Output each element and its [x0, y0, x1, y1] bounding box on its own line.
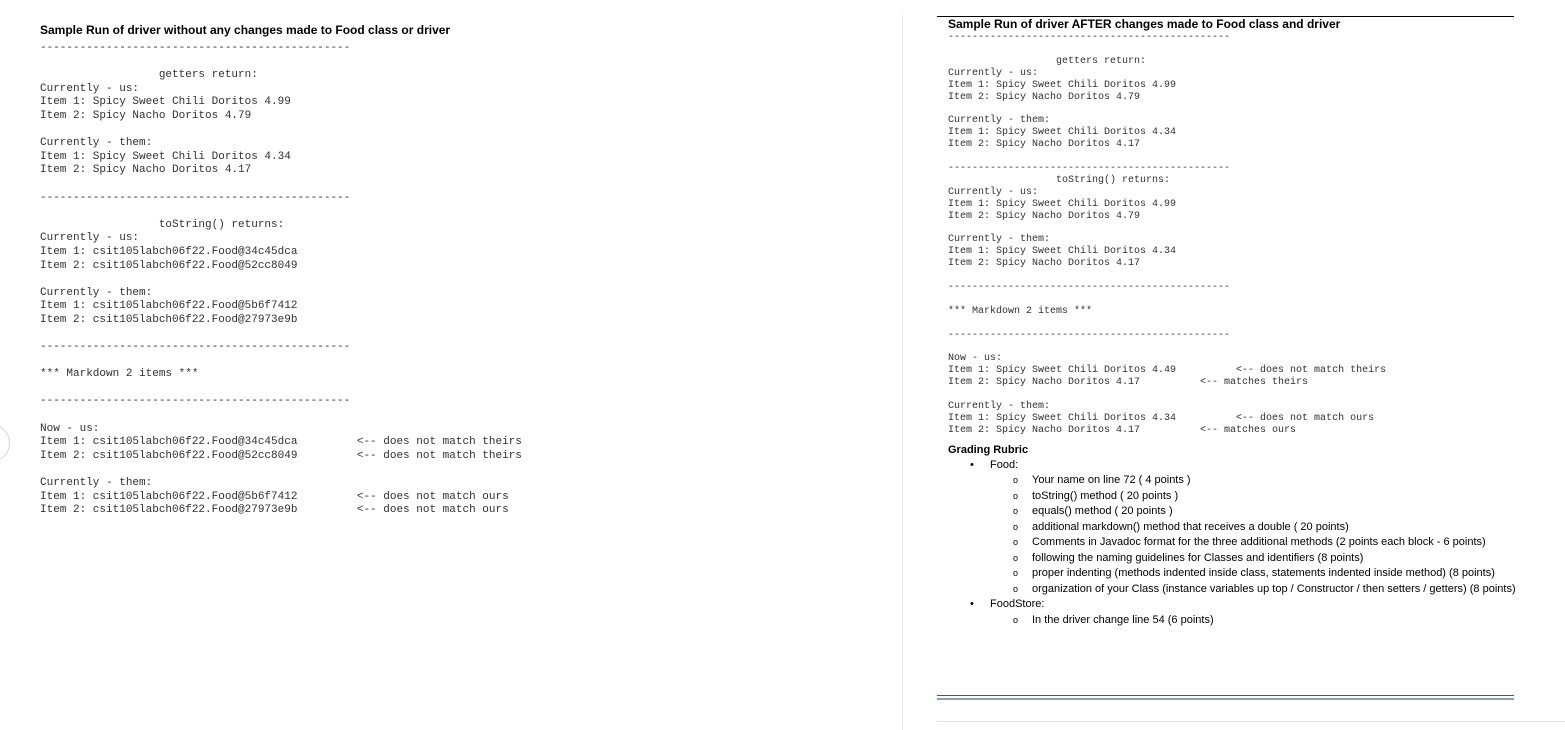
console-line: Item 2: Spicy Nacho Doritos 4.17 <-- matches ours — [948, 424, 1297, 436]
console-line — [948, 223, 1523, 235]
rubric-section-label: Food: — [990, 458, 1019, 471]
console-line: getters return: — [948, 55, 1147, 67]
console-line — [948, 151, 1523, 163]
console-line: Item 2: csit105labch06f22.Food@52cc8049 <-- does not match theirs — [40, 449, 522, 462]
console-line: ----------------------------------------------- — [40, 191, 351, 204]
console-line — [40, 56, 880, 70]
console-line — [948, 103, 1523, 115]
left-page-heading: Sample Run of driver without any changes made to Food class or driver — [40, 23, 451, 37]
console-line: ----------------------------------------------- — [948, 329, 1231, 341]
console-line: Item 2: csit105labch06f22.Food@27973e9b — [40, 313, 298, 326]
console-line: Item 1: csit105labch06f22.Food@5b6f7412 <-- does not match ours — [40, 490, 509, 503]
console-line: Item 1: Spicy Sweet Chili Doritos 4.99 — [948, 198, 1177, 210]
console-line — [948, 270, 1523, 282]
console-line: Item 2: Spicy Nacho Doritos 4.79 — [948, 210, 1141, 222]
console-line: Item 2: Spicy Nacho Doritos 4.79 — [40, 109, 252, 122]
right-bottom-double-rule — [937, 698, 1514, 700]
console-line — [40, 205, 880, 219]
console-line — [948, 294, 1523, 306]
console-line — [40, 409, 880, 423]
console-line: Item 1: Spicy Sweet Chili Doritos 4.49 <-- does not match theirs — [948, 365, 1387, 377]
rubric-foodstore-items — [990, 613, 1523, 629]
rubric-sections — [948, 458, 1523, 629]
rubric-item: o Your name on line 72 ( 4 points ) — [1012, 473, 1523, 489]
console-line: Item 2: Spicy Nacho Doritos 4.17 — [40, 164, 252, 177]
console-line — [40, 273, 880, 287]
console-line: Currently - them: — [948, 401, 1051, 413]
rubric-title: Grading Rubric — [948, 443, 1029, 456]
console-line — [40, 463, 880, 477]
console-line: Item 1: Spicy Sweet Chili Doritos 4.99 — [40, 96, 291, 109]
rubric-item: o In the driver change line 54 (6 points) — [1012, 613, 1523, 629]
console-line: ----------------------------------------------- — [948, 282, 1231, 294]
rubric-item: o toString() method ( 20 points ) — [1012, 489, 1523, 505]
console-line: Item 2: csit105labch06f22.Food@52cc8049 — [40, 259, 298, 272]
console-line: ----------------------------------------------- — [40, 341, 351, 354]
console-line: Currently - them: — [40, 286, 153, 299]
console-line — [40, 327, 880, 341]
console-line: Currently - us: — [40, 232, 140, 245]
console-line: ----------------------------------------------- — [40, 42, 351, 54]
rubric-food-items — [990, 473, 1523, 597]
console-line: Item 1: Spicy Sweet Chili Doritos 4.34 — [948, 246, 1177, 258]
console-line — [948, 389, 1523, 401]
rubric-item: o equals() method ( 20 points ) — [1012, 504, 1523, 520]
console-line: getters return: — [40, 69, 258, 82]
console-line: Currently - them: — [40, 477, 153, 489]
console-line: Item 1: Spicy Sweet Chili Doritos 4.34 — [40, 150, 291, 163]
console-line: Item 2: Spicy Nacho Doritos 4.17 — [948, 258, 1141, 270]
console-line: Item 1: Spicy Sweet Chili Doritos 4.34 <-- does not match ours — [948, 413, 1375, 424]
console-line: Currently - us: — [948, 67, 1039, 79]
console-line: Item 1: Spicy Sweet Chili Doritos 4.34 — [948, 127, 1177, 139]
console-line: Item 1: csit105labch06f22.Food@5b6f7412 — [40, 300, 298, 313]
console-line — [40, 124, 880, 138]
rubric-section-food — [970, 458, 1523, 598]
console-line — [40, 355, 880, 369]
grading-rubric — [948, 443, 1523, 629]
scroll-handle-circle[interactable] — [0, 424, 10, 462]
console-line: *** Markdown 2 items *** — [948, 305, 1093, 317]
console-line: Item 1: csit105labch06f22.Food@34c45dca — [40, 245, 298, 258]
console-line: Item 2: csit105labch06f22.Food@27973e9b <-- does not match ours — [40, 504, 509, 517]
console-line: Currently - us: — [948, 186, 1039, 198]
console-line — [40, 178, 880, 192]
console-line: Item 2: Spicy Nacho Doritos 4.79 — [948, 91, 1141, 103]
console-line: *** Markdown 2 items *** — [40, 368, 199, 381]
left-console-output — [40, 42, 880, 518]
console-line — [948, 318, 1523, 330]
right-page-heading: Sample Run of driver AFTER changes made to Food class and driver — [948, 17, 1341, 31]
console-line: Item 1: Spicy Sweet Chili Doritos 4.99 — [948, 79, 1177, 91]
console-line — [948, 44, 1523, 56]
console-line: Currently - them: — [40, 137, 153, 150]
right-document-page — [903, 0, 1565, 730]
rubric-item: o Comments in Javadoc format for the three additional methods (2 points each block - 6 points) — [1012, 535, 1523, 551]
console-line: toString() returns: — [948, 174, 1171, 186]
console-line: Currently - them: — [948, 234, 1051, 246]
right-page-content — [948, 16, 1523, 628]
rubric-section-foodstore — [970, 597, 1523, 628]
console-line: ----------------------------------------------- — [948, 162, 1231, 174]
console-line: Now - us: — [40, 422, 100, 435]
console-line: ----------------------------------------------- — [948, 32, 1231, 43]
console-line: Item 2: Spicy Nacho Doritos 4.17 — [948, 139, 1141, 151]
right-bottom-rule — [937, 695, 1514, 696]
console-line: Currently - us: — [40, 82, 140, 95]
rubric-item: o organization of your Class (instance variables up top / Constructor / then setters / getters) (8 points) — [1012, 582, 1523, 598]
console-line: Item 1: csit105labch06f22.Food@34c45dca <-- does not match theirs — [40, 436, 522, 449]
console-line: ----------------------------------------------- — [40, 395, 351, 408]
console-line: Currently - them: — [948, 115, 1051, 127]
console-line — [948, 342, 1523, 354]
rubric-item: o following the naming guidelines for Classes and identifiers (8 points) — [1012, 551, 1523, 567]
right-footer-rule — [937, 721, 1565, 722]
right-console-output — [948, 32, 1523, 437]
console-line — [40, 382, 880, 396]
rubric-item: o proper indenting (methods indented inside class, statements indented inside method) (8 points) — [1012, 566, 1523, 582]
console-line: Now - us: — [948, 353, 1003, 365]
rubric-section-label: FoodStore: — [990, 598, 1045, 611]
console-line: Item 2: Spicy Nacho Doritos 4.17 <-- matches theirs — [948, 377, 1309, 389]
rubric-item: o additional markdown() method that receives a double ( 20 points) — [1012, 520, 1523, 536]
console-line: toString() returns: — [40, 218, 285, 231]
left-page-content — [40, 22, 880, 518]
